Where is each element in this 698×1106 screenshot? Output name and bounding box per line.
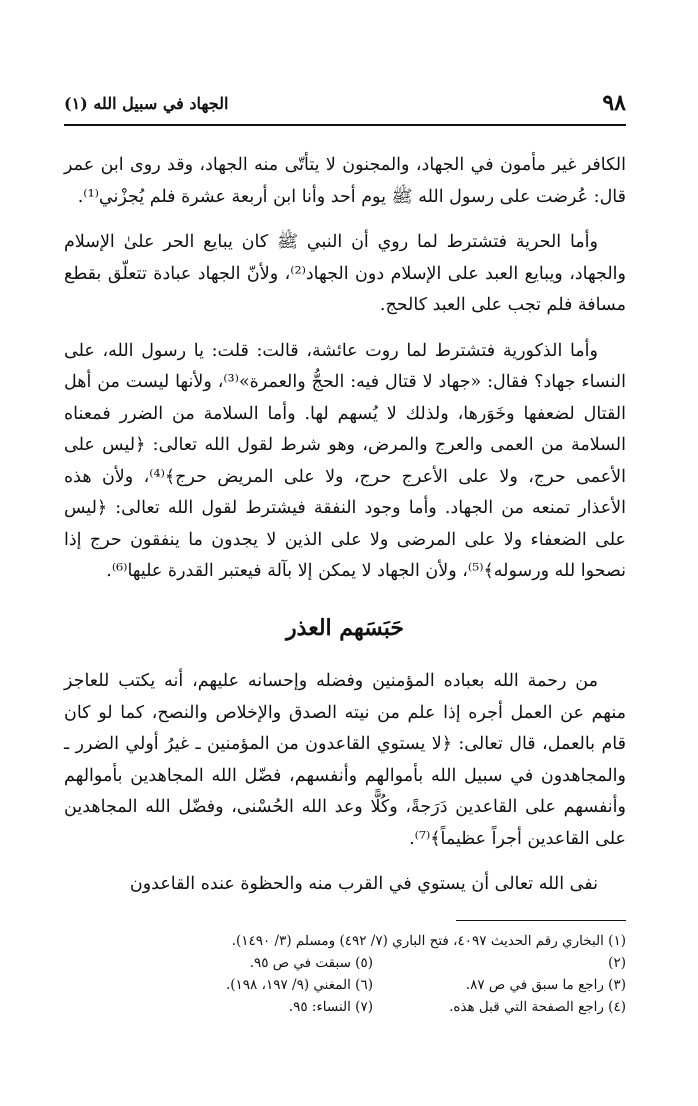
paragraph-4: من رحمة الله بعباده المؤمنين وفضله وإحسانه عليهم، أنه يكتب للعاجز منهم عن العمل أجره إذا علم من نيته الصدق والإخلاص والنصح، كما لو كان قام بالعمل، قال تعالى: ﴿لا يستوي القاعدون من المؤمنين ـ غيرُ أولي الضرر ـ والمجاهدون في سبيل الله بأموالهم وأنفسهم، فضّل الله المجاهدين بأموالهم وأنفسهم على القاعدين دَرَجةً، وكُلًّا وعد الله الحُسْنى، وفضّل الله المجاهدين على القاعدين أجراً عظيماً﴾⁽⁷⁾. [64,671,626,849]
paragraph-1: الكافر غير مأمون في الجهاد، والمجنون لا يتأتّى منه الجهاد، وقد روى ابن عمر قال: عُرضت على رسول الله ﷺ يوم أحد وأنا ابن أربعة عشرة فلم يُجزْني⁽¹⁾. [64,155,626,207]
footnote-7: (٧) النساء: ٩٥. [288,999,373,1015]
footnotes [120,930,626,1018]
footnote-5: (٥) سبقت في ص ٩٥. [249,955,373,971]
header-rule [64,124,626,126]
footnote-1: (١) البخاري رقم الحديث ٤٠٩٧، فتح الباري (٧/ ٤٩٢) ومسلم (٣/ ١٤٩٠). [231,933,626,949]
paragraph-5: نفى الله تعالى أن يستوي في القرب منه والحظوة عنده القاعدون [129,874,598,894]
paragraph-2: وأما الحرية فتشترط لما روي أن النبي ﷺ كان يبايع الحر علىٰ الإسلام والجهاد، ويبايع العبد على الإسلام دون الجهاد⁽²⁾، ولأنّ الجهاد عبادة تتعلّق بقطع مسافة فلم تجب على العبد كالحج. [64,232,626,315]
footnote-3: (٣) راجع ما سبق في ص ٨٧. [465,977,626,993]
footnote-row [120,974,626,996]
footnote-rule [456,920,626,921]
page-number: ٩٨ [602,90,626,116]
running-title: الجهاد في سبيل الله (١) [64,94,229,113]
footnote-4: (٤) راجع الصفحة التي قبل هذه. [449,999,626,1015]
footnote-row [120,952,626,974]
paragraph-3: وأما الذكورية فتشترط لما روت عائشة، قالت: قلت: يا رسول الله، على النساء جهاد؟ فقال: «جهاد لا قتال فيه: الحجُّ والعمرة»⁽³⁾، ولأنها ليست من أهل القتال لضعفها وخَوَرها، ولذلك لا يُسهم لها. وأما السلامة من الضرر فمعناه السلامة من العمى والعرج والمرض، وهو شرط لقول الله تعالى: ﴿ليس على الأعمى حرج، ولا على الأعرج حرج، ولا على المريض حرج﴾⁽⁴⁾، ولأن هذه الأعذار تمنعه من الجهاد. وأما وجود النفقة فيشترط لقول الله تعالى: ﴿ليس على الضعفاء ولا على المرضى ولا على الذين لا يجدون ما ينفقون حرج إذا نصحوا لله ورسوله﴾⁽⁵⁾، ولأن الجهاد لا يمكن إلا بآلة فيعتبر القدرة عليها⁽⁶⁾. [64,340,626,581]
page-header [64,90,626,124]
footnote-2: (٢) [608,955,626,971]
main-text-upper [64,150,626,602]
section-heading: حَبَسَهم العذر [286,615,404,641]
footnote-6: (٦) المغني (٩/ ١٩٧، ١٩٨). [225,977,373,993]
footnote-row [120,996,626,1018]
main-text-lower [64,666,626,915]
